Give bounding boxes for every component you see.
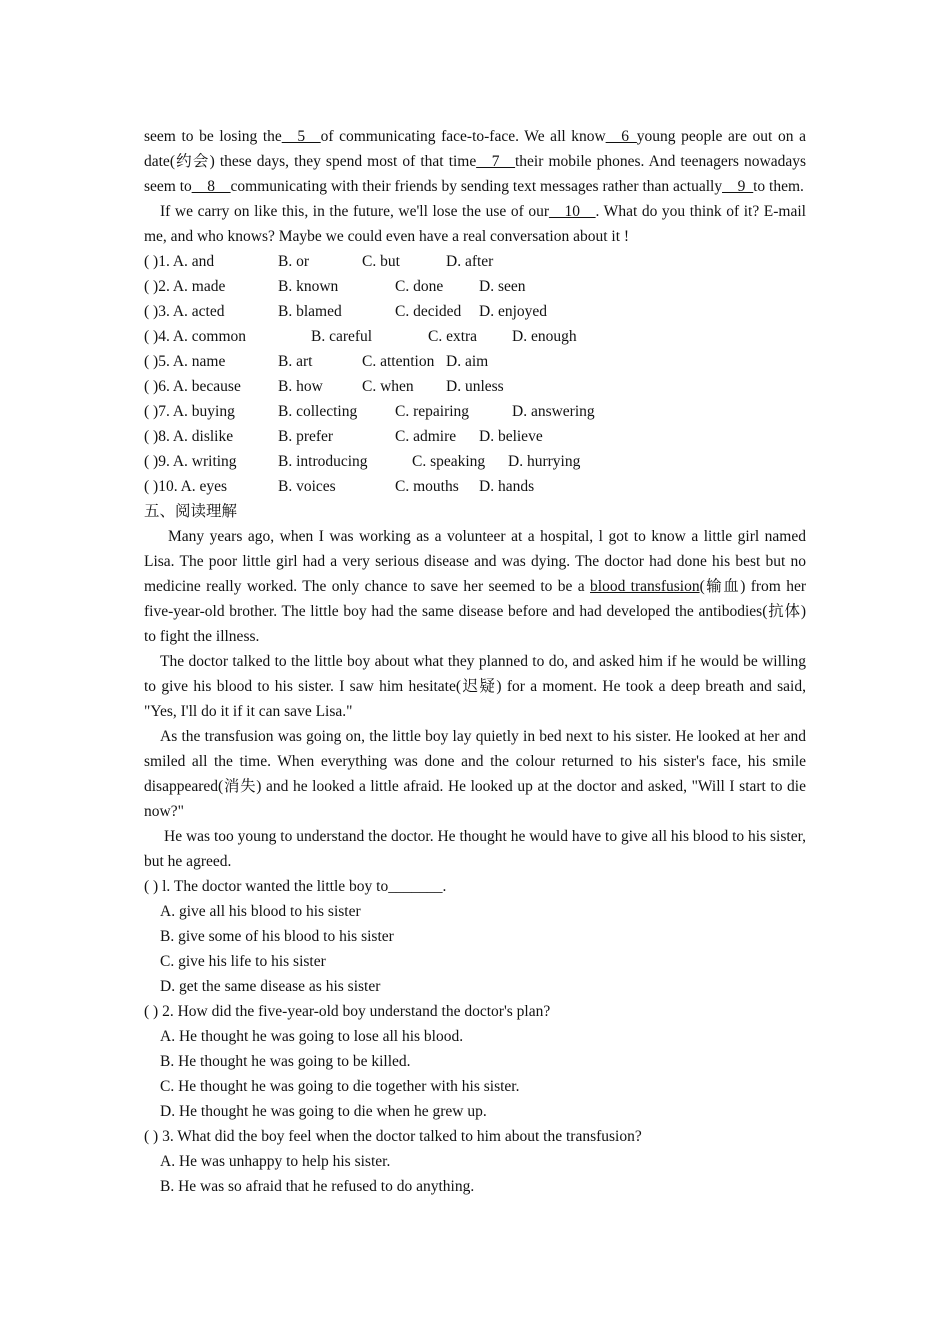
question-option: B. give some of his blood to his sister	[160, 928, 394, 945]
cloze-option-c: C. repairing	[395, 403, 470, 420]
cloze-question-option-a: ( )6. A. because	[144, 378, 241, 395]
cloze-passage-paragraph-2	[144, 199, 806, 249]
text-run: to them.	[753, 178, 804, 195]
cloze-option-c: C. done	[395, 278, 444, 295]
question-option: A. give all his blood to his sister	[160, 903, 361, 920]
cloze-option-row	[144, 474, 806, 499]
cloze-option-d: D. answering	[512, 403, 595, 420]
cloze-option-c: C. but	[362, 253, 400, 270]
cloze-option-d: D. after	[446, 253, 494, 270]
cloze-question-option-a: ( )2. A. made	[144, 278, 226, 295]
cloze-option-row	[144, 374, 806, 399]
cloze-option-d: D. seen	[479, 278, 526, 295]
cloze-option-b: B. or	[278, 253, 309, 270]
question-option: D. get the same disease as his sister	[160, 978, 381, 995]
cloze-option-c: C. mouths	[395, 478, 459, 495]
cloze-option-b: B. prefer	[278, 428, 334, 445]
text-run: their mobile phones. And teenagers nowadays seem to	[144, 153, 806, 195]
cloze-question-option-a: ( )9. A. writing	[144, 453, 237, 470]
cloze-option-d: D. hands	[479, 478, 535, 495]
cloze-option-d: D. enough	[512, 328, 577, 345]
text-run: communicating with their friends by sending text messages rather than actually	[230, 178, 723, 195]
cloze-option-b: B. collecting	[278, 403, 358, 420]
cloze-option-row	[144, 449, 806, 474]
question-option: D. He thought he was going to die when he grew up.	[160, 1103, 487, 1120]
cloze-question-option-a: ( )3. A. acted	[144, 303, 225, 320]
cloze-question-option-a: ( )10. A. eyes	[144, 478, 228, 495]
underlined-text: __9_	[722, 178, 754, 195]
text-run: seem to be losing the	[144, 128, 282, 145]
cloze-passage-paragraph-1	[144, 124, 806, 199]
question-stem: ( ) l. The doctor wanted the little boy to_______.	[144, 878, 447, 895]
reading-paragraph-2: The doctor talked to the little boy about what they planned to do, and asked him if he would be willing to give his blood to his sister. I saw him hesitate(迟疑) for a moment. He took a deep breath and said, "Yes, I'll do it if it can save Lisa."	[144, 653, 806, 720]
question-option: A. He was unhappy to help his sister.	[160, 1153, 391, 1170]
text-run: young people are out on a date(约会) these days, they spend most of that time	[144, 128, 806, 170]
cloze-option-d: D. hurrying	[508, 453, 581, 470]
text-run: Many years ago, when I was working as a volunteer at a hospital, l got to know a little girl named Lisa. The poor little girl had a very serious disease and was dying. The doctor had done his best but no medicine really worked. The only chance to save her seemed to be a	[144, 528, 806, 595]
text-run: (输血) from her five-year-old brother. The little boy had the same disease before and had developed the antibodies(抗体) to fight the illness.	[144, 578, 807, 645]
question-stem: ( ) 2. How did the five-year-old boy understand the doctor's plan?	[144, 1003, 551, 1020]
cloze-question-option-a: ( )7. A. buying	[144, 403, 235, 420]
cloze-option-b: B. careful	[311, 328, 373, 345]
reading-questions	[144, 874, 806, 1199]
underlined-text: __10__	[549, 203, 596, 220]
cloze-option-row	[144, 324, 806, 349]
reading-paragraph-1	[144, 524, 806, 649]
cloze-option-row	[144, 299, 806, 324]
cloze-option-row	[144, 349, 806, 374]
reading-paragraph-4: He was too young to understand the doctor. He thought he would have to give all his blood to his sister, but he agreed.	[144, 828, 806, 870]
cloze-option-d: D. enjoyed	[479, 303, 548, 320]
reading-paragraph-3: As the transfusion was going on, the little boy lay quietly in bed next to his sister. He looked at her and smiled all the time. When everything was done and the colour returned to his sister's face, his smile disappeared(消失) and he looked a little afraid. He looked up at the doctor and asked, "Will I start to die now?"	[144, 728, 806, 820]
cloze-option-b: B. known	[278, 278, 339, 295]
cloze-option-c: C. attention	[362, 353, 435, 370]
cloze-option-c: C. admire	[395, 428, 457, 445]
question-option: C. He thought he was going to die together with his sister.	[160, 1078, 520, 1095]
cloze-option-row	[144, 274, 806, 299]
cloze-option-row	[144, 424, 806, 449]
cloze-option-d: D. aim	[446, 353, 489, 370]
document-page	[144, 124, 806, 1199]
question-option: A. He thought he was going to lose all his blood.	[160, 1028, 464, 1045]
question-stem: ( ) 3. What did the boy feel when the doctor talked to him about the transfusion?	[144, 1128, 642, 1145]
underlined-text: __8__	[191, 178, 231, 195]
text-run: of communicating face-to-face. We all know	[320, 128, 606, 145]
cloze-question-option-a: ( )5. A. name	[144, 353, 226, 370]
cloze-option-c: C. when	[362, 378, 414, 395]
cloze-option-b: B. voices	[278, 478, 336, 495]
cloze-option-c: C. decided	[395, 303, 462, 320]
cloze-option-c: C. extra	[428, 328, 478, 345]
cloze-option-row	[144, 399, 806, 424]
underlined-text: blood transfusion	[590, 578, 700, 595]
cloze-option-b: B. blamed	[278, 303, 342, 320]
cloze-option-d: D. believe	[479, 428, 543, 445]
cloze-option-row	[144, 249, 806, 274]
underlined-text: __5__	[281, 128, 321, 145]
text-run: . What do you think of it? E-mail me, and who knows? Maybe we could even have a real conversation about it !	[144, 203, 806, 245]
question-option: B. He was so afraid that he refused to do anything.	[160, 1178, 475, 1195]
cloze-option-b: B. introducing	[278, 453, 368, 470]
cloze-option-d: D. unless	[446, 378, 504, 395]
cloze-options-list	[144, 249, 806, 499]
underlined-text: __7__	[476, 153, 515, 170]
cloze-question-option-a: ( )8. A. dislike	[144, 428, 234, 445]
cloze-question-option-a: ( )1. A. and	[144, 253, 215, 270]
text-run: If we carry on like this, in the future, we'll lose the use of our	[160, 203, 549, 220]
cloze-question-option-a: ( )4. A. common	[144, 328, 247, 345]
cloze-option-b: B. how	[278, 378, 323, 395]
question-option: B. He thought he was going to be killed.	[160, 1053, 411, 1070]
section-heading: 五、阅读理解	[144, 503, 238, 520]
cloze-option-c: C. speaking	[412, 453, 486, 470]
cloze-option-b: B. art	[278, 353, 313, 370]
question-option: C. give his life to his sister	[160, 953, 326, 970]
underlined-text: __6_	[605, 128, 637, 145]
